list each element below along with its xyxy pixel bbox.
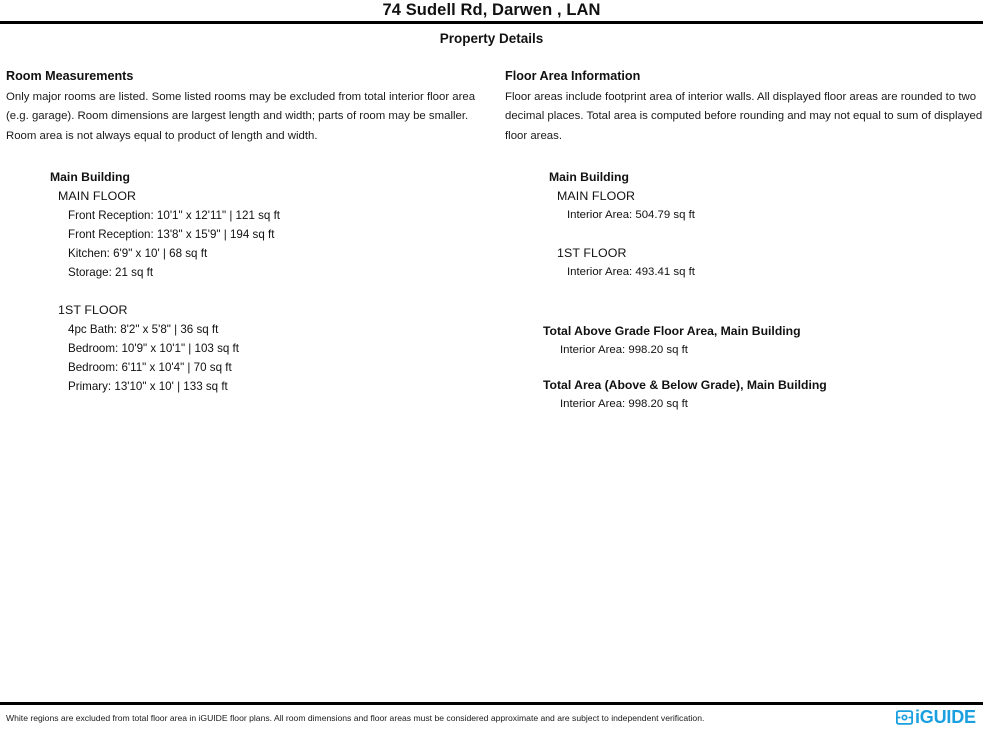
section-spacer <box>505 225 983 244</box>
building-name: Main Building <box>50 170 130 185</box>
floor-name-main: MAIN FLOOR <box>58 189 137 204</box>
room-item: Bedroom: 6'11" x 10'4" | 70 sq ft <box>68 361 232 375</box>
total-area-label: Total Area (Above & Below Grade), Main Building <box>543 378 827 393</box>
page-subtitle: Property Details <box>439 31 544 46</box>
interior-area-value: Interior Area: 504.79 sq ft <box>567 209 695 222</box>
iguide-wordmark: iGUIDE <box>915 707 976 727</box>
floor-area-heading: Floor Area Information <box>505 69 641 83</box>
floor-name-first: 1ST FLOOR <box>58 303 128 318</box>
section-spacer <box>6 282 486 301</box>
floor-area-note: Floor areas include footprint area of interior walls. All displayed floor areas are rounded to two decimal places. Total area is computed before rounding and may not equal to sum of displayed floor areas. <box>505 91 983 142</box>
interior-area-value: Interior Area: 493.41 sq ft <box>567 266 695 279</box>
floor-name-main: MAIN FLOOR <box>557 189 636 204</box>
room-item: Front Reception: 10'1" x 12'11" | 121 sq ft <box>68 209 281 223</box>
room-item: 4pc Bath: 8'2" x 5'8" | 36 sq ft <box>68 323 219 337</box>
room-measurements-section <box>6 68 486 396</box>
page-title: 74 Sudell Rd, Darwen , LAN <box>382 1 601 19</box>
building-name: Main Building <box>549 170 629 185</box>
room-item: Primary: 13'10" x 10' | 133 sq ft <box>68 380 228 394</box>
floor-area-tree <box>505 168 983 414</box>
panorama-camera-icon <box>896 709 913 726</box>
room-measurements-note: Only major rooms are listed. Some listed rooms may be excluded from total interior floor area (e.g. garage). Room dimensions are largest length and width; parts of room may be smaller. Room area is not always equal to product of length and width. <box>6 91 476 142</box>
iguide-logo <box>896 708 976 726</box>
room-measurements-heading: Room Measurements <box>6 69 134 83</box>
room-item: Bedroom: 10'9" x 10'1" | 103 sq ft <box>68 342 239 356</box>
section-spacer <box>505 282 983 322</box>
floor-name-first: 1ST FLOOR <box>557 246 627 261</box>
room-item: Storage: 21 sq ft <box>68 266 154 280</box>
room-measurements-tree <box>6 168 486 396</box>
section-spacer <box>505 360 983 376</box>
total-above-grade-label: Total Above Grade Floor Area, Main Building <box>543 324 801 339</box>
total-above-grade-value: Interior Area: 998.20 sq ft <box>560 344 688 357</box>
room-item: Kitchen: 6'9" x 10' | 68 sq ft <box>68 247 208 261</box>
footer-divider <box>0 702 983 705</box>
floor-area-section <box>505 68 983 414</box>
header-divider <box>0 21 983 24</box>
total-area-value: Interior Area: 998.20 sq ft <box>560 398 688 411</box>
room-item: Front Reception: 13'8" x 15'9" | 194 sq ft <box>68 228 275 242</box>
footer-disclaimer: White regions are excluded from total floor area in iGUIDE floor plans. All room dimensions and floor areas must be considered approximate and are subject to independent verification. <box>6 713 705 723</box>
